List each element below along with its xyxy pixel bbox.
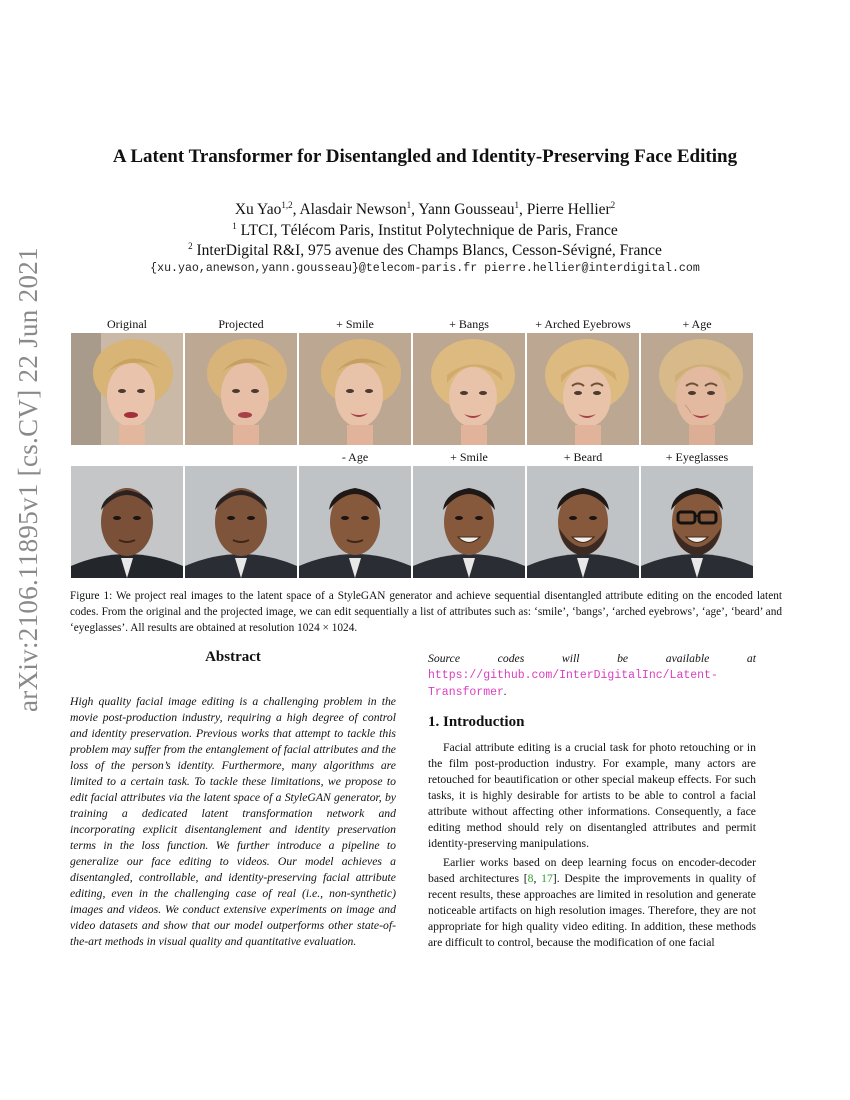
author-name: , Pierre Hellier xyxy=(519,201,611,218)
paragraph-text: Earlier works based on deep learning focus on encoder-decoder based architectures [ xyxy=(428,856,756,885)
author-affiliation-mark: 1,2 xyxy=(281,200,293,210)
face-image-smile xyxy=(299,333,411,445)
affiliation-mark: 1 xyxy=(232,220,237,231)
citation-link[interactable]: 8 xyxy=(527,872,534,885)
paper-title: A Latent Transformer for Disentangled and Identity-Preserving Face Editing xyxy=(112,146,738,167)
affiliation-text: InterDigital R&I, 975 avenue des Champs Blancs, Cesson-Sévigné, France xyxy=(192,242,662,259)
figure-caption: Figure 1: We project real images to the latent space of a StyleGAN generator and achieve sequential disentangled attribute editing on the encoded latent codes. From the original and the projected image, we can edit sequentially a list of attributes such as: ‘smile’, ‘bangs’, ‘arched eyebrows’, ‘age’, ‘beard’ and ‘eyeglasses’. All results are obtained at resolution 1024 × 1024. xyxy=(70,590,782,634)
author-name: Xu Yao xyxy=(234,201,282,218)
figure-column-label: Original xyxy=(107,317,147,331)
figure-column-label: Projected xyxy=(218,317,264,331)
figure-column-label: + Arched Eyebrows xyxy=(535,317,631,331)
paragraph-text: ]. Despite the improvements in quality of recent results, these approaches are limited in resolution and generate noticeable artifacts on high resolution images. Therefore, they are not appropriate for high quality video editing. In addition, these methods are difficult to control, because the modification of one facial xyxy=(428,872,757,949)
sentence-end: . xyxy=(503,685,507,698)
figure-column-label: - Age xyxy=(341,450,369,464)
introduction-section xyxy=(428,714,756,951)
face-image-beard xyxy=(527,466,639,578)
author-emails: {xu.yao,anewson,yann.gousseau}@telecom-paris.fr pierre.hellier@interdigital.com xyxy=(150,262,700,275)
affiliation-text: LTCI, Télécom Paris, Institut Polytechnique de Paris, France xyxy=(236,221,618,239)
paragraph-text: , xyxy=(533,872,542,885)
author-affiliation-mark: 1 xyxy=(406,200,412,210)
figure-column-label: + Bangs xyxy=(449,317,489,331)
affiliation-mark: 2 xyxy=(188,241,193,251)
author-affiliation-mark: 2 xyxy=(610,200,616,210)
arxiv-identifier: arXiv:2106.11895v1 [cs.CV] 22 Jun 2021 xyxy=(13,247,43,712)
source-code-text: Source codes will be available at xyxy=(428,652,756,665)
citation-link[interactable]: 17 xyxy=(541,872,553,885)
figure-column-label: + Smile xyxy=(336,317,374,331)
face-image-bangs xyxy=(413,333,525,445)
source-code-link[interactable]: https://github.com/InterDigitalInc/Latent-Transformer xyxy=(428,669,718,699)
source-code-sentence xyxy=(428,651,756,701)
face-image-projected xyxy=(185,333,297,445)
face-image-eyeglasses xyxy=(641,466,753,578)
face-image-smile xyxy=(413,466,525,578)
face-image-arched-eyebrows xyxy=(527,333,639,445)
source-code-note xyxy=(428,651,756,701)
face-image-age xyxy=(641,333,753,445)
face-image-original xyxy=(71,333,183,445)
abstract-body: High quality facial image editing is a challenging problem in the movie post-production industry, requiring a high degree of control and identity preservation. Previous works that attempt to tackle this problem may suffer from the entanglement of facial attributes and the loss of the person’s identity. Furthermore, many algorithms are limited to a certain task. To tackle these limitations, we propose to edit facial attributes via the latent space of a StyleGAN generator, by training a dedicated latent transformation network and incorporating explicit disentanglement and identity preservation terms in the loss function. We further introduce a pipeline to generalize our face editing to videos. Our model achieves a disentangled, controllable, and identity-preserving facial attribute editing, even in the challenging case of real (i.e., non-synthetic) images and videos. We conduct extensive experiments on image and video datasets and show that our model outperforms other state-of-the-art methods in visual quality and quantitative evaluation. xyxy=(70,695,396,948)
face-image-minus-age xyxy=(299,466,411,578)
author-name: , Yann Gousseau xyxy=(411,201,515,218)
face-image-projected xyxy=(185,466,297,578)
face-image-original xyxy=(71,466,183,578)
figure-column-label: + Beard xyxy=(563,450,603,464)
introduction-paragraph: Facial attribute editing is a crucial task for photo retouching or in the film post-production industry. For example, many actors are retouched for beautification or other special makeup effects. For such tasks, it is highly desirable for artists to be able to control a facial attribute without affecting other informations. Consequently, a face editing method should rely on disentangled attributes and permit identity-preserving manipulations. xyxy=(428,741,756,850)
introduction-heading: 1. Introduction xyxy=(428,714,525,730)
figure-column-label: + Eyeglasses xyxy=(665,450,729,464)
introduction-paragraph xyxy=(428,855,756,951)
author-name: , Alasdair Newson xyxy=(292,201,407,218)
abstract-heading: Abstract xyxy=(205,649,261,665)
figure-column-label: + Smile xyxy=(450,450,488,464)
figure-column-label: + Age xyxy=(682,317,712,331)
author-affiliation-mark: 1 xyxy=(514,200,519,210)
